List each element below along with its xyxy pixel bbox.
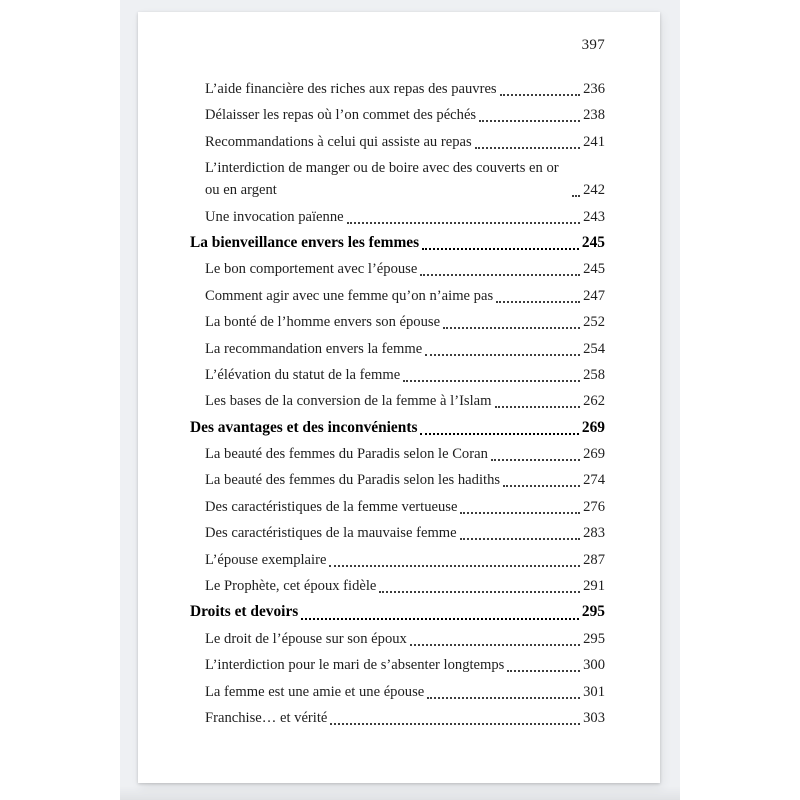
- toc-entry-page: 254: [583, 340, 605, 357]
- toc-entry-title: Recommandations à celui qui assiste au repas: [205, 133, 472, 150]
- toc-entry: [190, 549, 605, 571]
- toc-entry-title: Franchise… et vérité: [205, 709, 328, 726]
- table-of-contents: [190, 78, 605, 733]
- dotted-leader: [422, 248, 579, 250]
- page-number: 397: [581, 37, 605, 53]
- toc-entry-page: 269: [583, 446, 605, 463]
- dotted-leader: [420, 433, 578, 435]
- toc-entry-title: Des caractéristiques de la mauvaise femme: [205, 525, 457, 542]
- toc-entry-title: Une invocation païenne: [205, 208, 344, 225]
- dotted-leader: [443, 327, 580, 329]
- toc-entry: [190, 131, 605, 153]
- toc-entry-page: 262: [583, 393, 605, 410]
- dotted-leader: [425, 354, 580, 356]
- toc-entry: [190, 681, 605, 703]
- toc-entry-title: Comment agir avec une femme qu’on n’aime pas: [205, 287, 494, 304]
- toc-entry-page: 243: [583, 208, 605, 225]
- toc-entry-title: La bonté de l’homme envers son épouse: [205, 314, 441, 331]
- dotted-leader: [410, 644, 580, 646]
- toc-entry: [190, 104, 605, 126]
- toc-entry-page: 258: [583, 366, 605, 383]
- toc-entry: [190, 157, 605, 201]
- toc-entry: [190, 469, 605, 491]
- toc-entry-page: 291: [583, 578, 605, 595]
- toc-entry-title: La beauté des femmes du Paradis selon les hadiths: [205, 472, 501, 489]
- dotted-leader: [479, 120, 580, 122]
- dotted-leader: [379, 591, 580, 593]
- dotted-leader: [491, 459, 580, 461]
- toc-entry: [190, 338, 605, 360]
- toc-entry-page: 245: [583, 261, 605, 278]
- toc-entry: [190, 707, 605, 729]
- toc-entry-page: 287: [583, 551, 605, 568]
- toc-entry-title: L’interdiction pour le mari de s’absenter longtemps: [205, 657, 505, 674]
- toc-section-page: 269: [581, 418, 605, 436]
- dotted-leader: [495, 406, 581, 408]
- toc-entry-title: Délaisser les repas où l’on commet des péchés: [205, 107, 477, 124]
- toc-entry-title: L’élévation du statut de la femme: [205, 366, 401, 383]
- dotted-leader: [427, 697, 580, 699]
- toc-section-heading: [190, 232, 605, 254]
- toc-entry: [190, 364, 605, 386]
- toc-entry-title: L’épouse exemplaire: [205, 551, 327, 568]
- toc-entry: [190, 654, 605, 676]
- dotted-leader: [460, 538, 580, 540]
- toc-section-page: 245: [581, 233, 605, 251]
- toc-entry-title: Des caractéristiques de la femme vertueuse: [205, 498, 458, 515]
- dotted-leader: [330, 723, 580, 725]
- toc-entry: [190, 390, 605, 412]
- toc-entry: [190, 496, 605, 518]
- toc-entry-page: 274: [583, 472, 605, 489]
- toc-entry-page: 283: [583, 525, 605, 542]
- dotted-leader: [460, 512, 580, 514]
- toc-entry-title: Le Prophète, cet époux fidèle: [205, 578, 377, 595]
- toc-section-title: La bienveillance envers les femmes: [190, 233, 420, 251]
- book-page: [138, 12, 660, 783]
- toc-entry: [190, 522, 605, 544]
- toc-entry-page: 303: [583, 709, 605, 726]
- toc-entry: [190, 311, 605, 333]
- toc-entry-title: Le bon comportement avec l’épouse: [205, 261, 418, 278]
- toc-section-heading: [190, 417, 605, 439]
- toc-entry-title: Les bases de la conversion de la femme à l’Islam: [205, 393, 492, 410]
- dotted-leader: [347, 222, 581, 224]
- toc-entry-page: 301: [583, 683, 605, 700]
- dotted-leader: [329, 565, 580, 567]
- toc-entry: [190, 628, 605, 650]
- toc-entry-page: 300: [583, 657, 605, 674]
- dotted-leader: [507, 670, 580, 672]
- toc-entry-page: 242: [583, 182, 605, 199]
- toc-entry-title: La recommandation envers la femme: [205, 340, 423, 357]
- toc-section-heading: [190, 601, 605, 623]
- toc-entry: [190, 258, 605, 280]
- toc-entry: [190, 78, 605, 100]
- toc-entry-title: L’aide financière des riches aux repas des pauvres: [205, 81, 497, 97]
- dotted-leader: [496, 301, 580, 303]
- toc-section-title: Des avantages et des inconvénients: [190, 418, 418, 436]
- toc-entry-page: 241: [583, 133, 605, 150]
- toc-entry-title: La beauté des femmes du Paradis selon le Coran: [205, 446, 488, 463]
- toc-entry-page: 247: [583, 287, 605, 304]
- toc-entry: [190, 206, 605, 228]
- dotted-leader: [500, 94, 580, 96]
- dotted-leader: [403, 380, 580, 382]
- dotted-leader: [301, 618, 579, 620]
- dotted-leader: [475, 147, 580, 149]
- dotted-leader: [503, 485, 580, 487]
- toc-entry-page: 236: [583, 81, 605, 97]
- toc-section-title: Droits et devoirs: [190, 603, 299, 621]
- toc-entry-page: 238: [583, 107, 605, 124]
- dotted-leader: [572, 195, 580, 197]
- toc-entry-page: 252: [583, 314, 605, 331]
- toc-entry: [190, 285, 605, 307]
- toc-entry-title: La femme est une amie et une épouse: [205, 683, 425, 700]
- dotted-leader: [420, 274, 580, 276]
- toc-entry: [190, 443, 605, 465]
- toc-entry-page: 276: [583, 498, 605, 515]
- toc-entry: [190, 575, 605, 597]
- toc-entry-title: Le droit de l’épouse sur son époux: [205, 630, 407, 647]
- toc-entry-page: 295: [583, 630, 605, 647]
- toc-section-page: 295: [581, 603, 605, 621]
- toc-entry-title: L’interdiction de manger ou de boire avec des couverts en or ou en argent: [205, 160, 559, 199]
